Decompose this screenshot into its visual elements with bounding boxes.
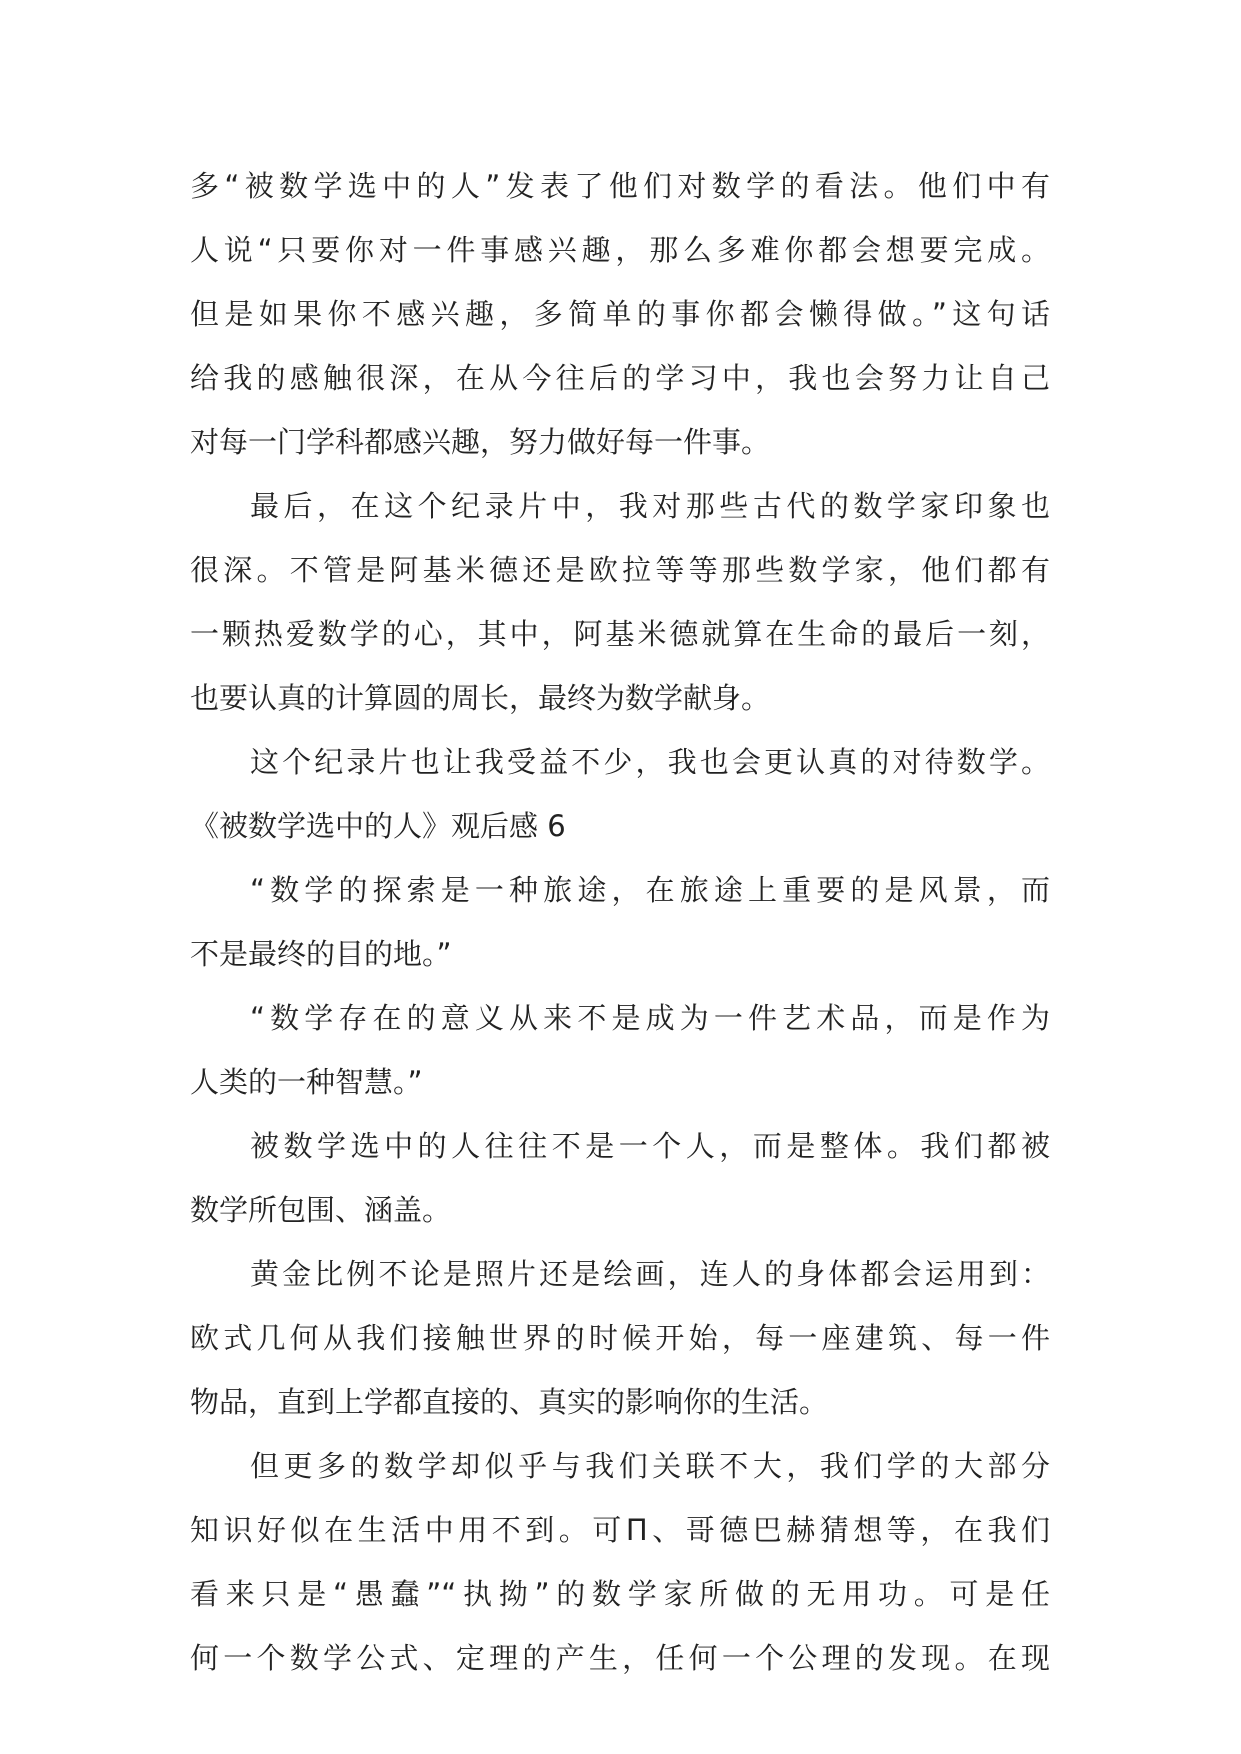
text-line: 但是如果你不感兴趣，多简单的事你都会懒得做。”这句话 [190, 297, 1050, 331]
text-line: 何一个数学公式、定理的产生，任何一个公理的发现。在现 [190, 1641, 1050, 1675]
text-line: 也要认真的计算圆的周长，最终为数学献身。 [190, 681, 771, 715]
text-line: 人类的一种智慧。” [190, 1065, 423, 1099]
text-line: 人说“只要你对一件事感兴趣，那么多难你都会想要完成。 [190, 233, 1050, 267]
text-line: 给我的感触很深，在从今往后的学习中，我也会努力让自己 [190, 361, 1050, 395]
text-line: 多“被数学选中的人”发表了他们对数学的看法。他们中有 [190, 169, 1050, 203]
text-line: 知识好似在生活中用不到。可Π、哥德巴赫猜想等，在我们 [190, 1513, 1050, 1547]
text-line: 黄金比例不论是照片还是绘画，连人的身体都会运用到： [250, 1257, 1050, 1291]
text-line: 物品，直到上学都直接的、真实的影响你的生活。 [190, 1385, 829, 1419]
text-line: 很深。不管是阿基米德还是欧拉等等那些数学家，他们都有 [190, 553, 1050, 587]
text-line: 看来只是“愚蠢”“执拗”的数学家所做的无用功。可是任 [190, 1577, 1050, 1611]
text-line: “数学的探索是一种旅途，在旅途上重要的是风景，而 [250, 873, 1050, 907]
text-line: 被数学选中的人往往不是一个人，而是整体。我们都被 [250, 1129, 1050, 1163]
text-line: 一颗热爱数学的心，其中，阿基米德就算在生命的最后一刻， [190, 617, 1050, 651]
text-line: 最后，在这个纪录片中，我对那些古代的数学家印象也 [250, 489, 1050, 523]
text-line: 不是最终的目的地。” [190, 937, 452, 971]
text-line: 欧式几何从我们接触世界的时候开始，每一座建筑、每一件 [190, 1321, 1050, 1355]
text-line: “数学存在的意义从来不是成为一件艺术品，而是作为 [250, 1001, 1050, 1035]
text-line: 这个纪录片也让我受益不少，我也会更认真的对待数学。 [250, 745, 1050, 779]
document-body [190, 154, 1050, 1690]
text-line: 数学所包围、涵盖。 [190, 1193, 452, 1227]
text-line: 但更多的数学却似乎与我们关联不大，我们学的大部分 [250, 1449, 1050, 1483]
section-heading: 《被数学选中的人》观后感 6 [190, 809, 566, 843]
text-line: 对每一门学科都感兴趣，努力做好每一件事。 [190, 425, 771, 459]
